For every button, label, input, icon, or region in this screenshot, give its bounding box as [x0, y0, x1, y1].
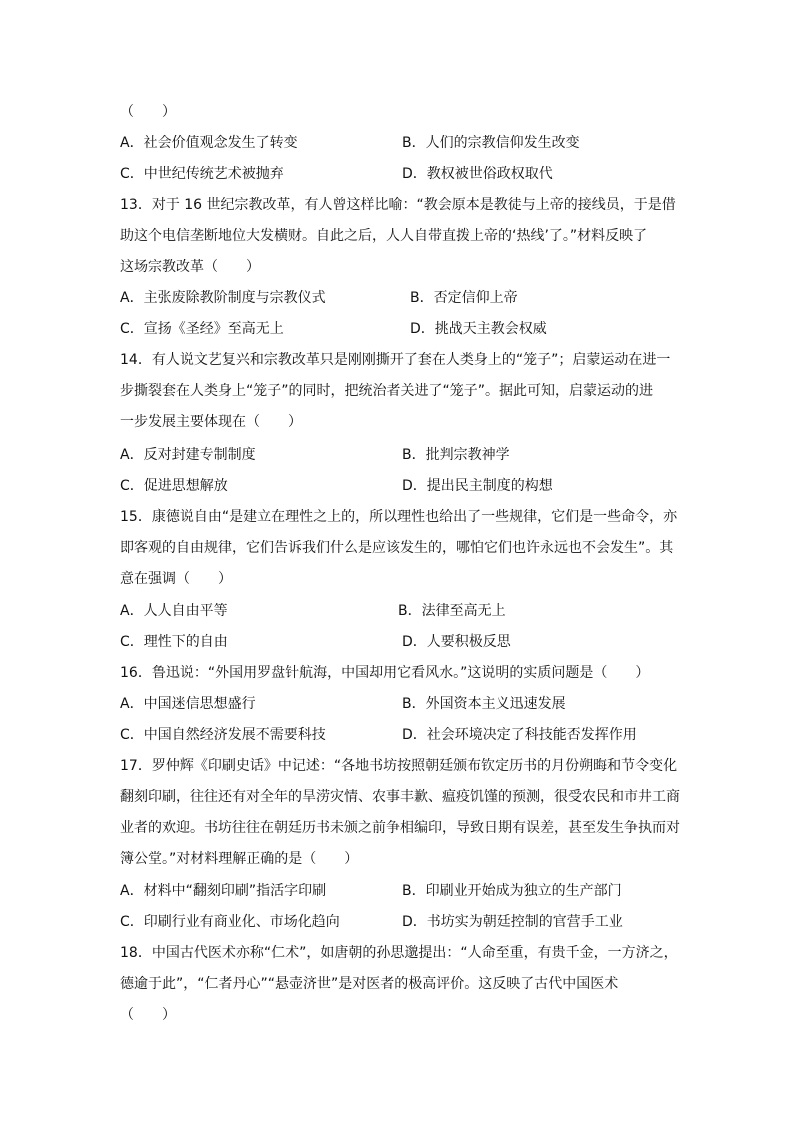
- q18-answer-bracket: （ ）: [120, 1007, 176, 1023]
- q14-stem-line-3: 一步发展主要体现在（ ）: [120, 414, 302, 430]
- q16-option-b: B．外国资本主义迅速发展: [402, 696, 566, 712]
- q15-option-a: A．人人自由平等: [120, 603, 228, 619]
- q12-option-d: D．教权被世俗政权取代: [402, 166, 553, 182]
- q14-stem-line-1: 14．有人说文艺复兴和宗教改革只是刚刚撕开了套在人类身上的“笼子”；启蒙运动在进一: [120, 352, 671, 368]
- q13-stem-line-3: 这场宗教改革（ ）: [120, 259, 260, 275]
- q17-option-d: D．书坊实为朝廷控制的官营手工业: [402, 914, 623, 930]
- q17-stem-line-4: 簿公堂。”对材料理解正确的是（ ）: [120, 851, 359, 867]
- q14-option-c: C．促进思想解放: [120, 478, 228, 494]
- q15-stem-line-1: 15．康德说自由“是建立在理性之上的，所以理性也给出了一些规律，它们是一些命令，亦: [120, 509, 678, 525]
- q12-option-c: C．中世纪传统艺术被抛弃: [120, 166, 284, 182]
- q14-option-a: A．反对封建专制制度: [120, 447, 256, 463]
- q17-stem-line-2: 翻刻印刷，往往还有对全年的旱涝灾情、农事丰歉、瘟疫饥馑的预测，很受农民和市井工商: [120, 789, 680, 805]
- q12-answer-bracket: （ ）: [120, 104, 176, 120]
- q17-option-a: A．材料中“翻刻印刷”指活字印刷: [120, 883, 327, 899]
- q13-option-b: B．否定信仰上帝: [410, 290, 518, 306]
- q13-option-d: D．挑战天主教会权威: [410, 321, 547, 337]
- q14-stem-line-2: 步撕裂套在人类身上“笼子”的同时，把统治者关进了“笼子”。据此可知，启蒙运动的进: [120, 383, 654, 399]
- q17-option-b: B．印刷业开始成为独立的生产部门: [402, 883, 622, 899]
- q13-option-c: C．宣扬《圣经》至高无上: [120, 321, 284, 337]
- q18-stem-line-1: 18．中国古代医术亦称“仁术”，如唐朝的孙思邈提出：“人命至重，有贵千金，一方济之，: [120, 945, 678, 961]
- q16-option-c: C．中国自然经济发展不需要科技: [120, 727, 326, 743]
- q18-stem-line-2: 德逾于此”，“仁者丹心”“悬壶济世”是对医者的极高评价。这反映了古代中国医术: [120, 976, 619, 992]
- q17-stem-line-1: 17．罗仲辉《印刷史话》中记述：“各地书坊按照朝廷颁布钦定历书的月份朔晦和节令变化: [120, 758, 678, 774]
- q15-option-b: B．法律至高无上: [398, 603, 506, 619]
- q16-option-d: D．社会环境决定了科技能否发挥作用: [402, 727, 637, 743]
- q13-stem-line-2: 助这个电信垄断地位大发横财。自此之后，人人自带直拨上帝的‘热线’了。”材料反映了: [120, 228, 648, 244]
- q12-option-b: B．人们的宗教信仰发生改变: [402, 135, 580, 151]
- q12-option-a: A．社会价值观念发生了转变: [120, 135, 298, 151]
- q16-option-a: A．中国迷信思想盛行: [120, 696, 256, 712]
- q15-stem-line-2: 即客观的自由规律，它们告诉我们什么是应该发生的，哪怕它们也许永远也不会发生”。其: [120, 540, 674, 556]
- q14-option-d: D．提出民主制度的构想: [402, 478, 553, 494]
- q14-option-b: B．批判宗教神学: [402, 447, 510, 463]
- q13-option-a: A．主张废除教阶制度与宗教仪式: [120, 290, 326, 306]
- q17-stem-line-3: 业者的欢迎。书坊往往在朝廷历书未颁之前争相编印，导致日期有误差，甚至发生争执而对: [120, 820, 680, 836]
- q15-option-c: C．理性下的自由: [120, 634, 228, 650]
- q17-option-c: C．印刷行业有商业化、市场化趋向: [120, 914, 340, 930]
- q16-stem-line-1: 16．鲁迅说：“外国用罗盘针航海，中国却用它看风水。”这说明的实质问题是（ ）: [120, 665, 650, 681]
- q13-stem-line-1: 13．对于 16 世纪宗教改革，有人曾这样比喻：“教会原本是教徒与上帝的接线员，于是借: [120, 197, 676, 213]
- q15-stem-line-3: 意在强调（ ）: [120, 571, 232, 587]
- q15-option-d: D．人要积极反思: [402, 634, 511, 650]
